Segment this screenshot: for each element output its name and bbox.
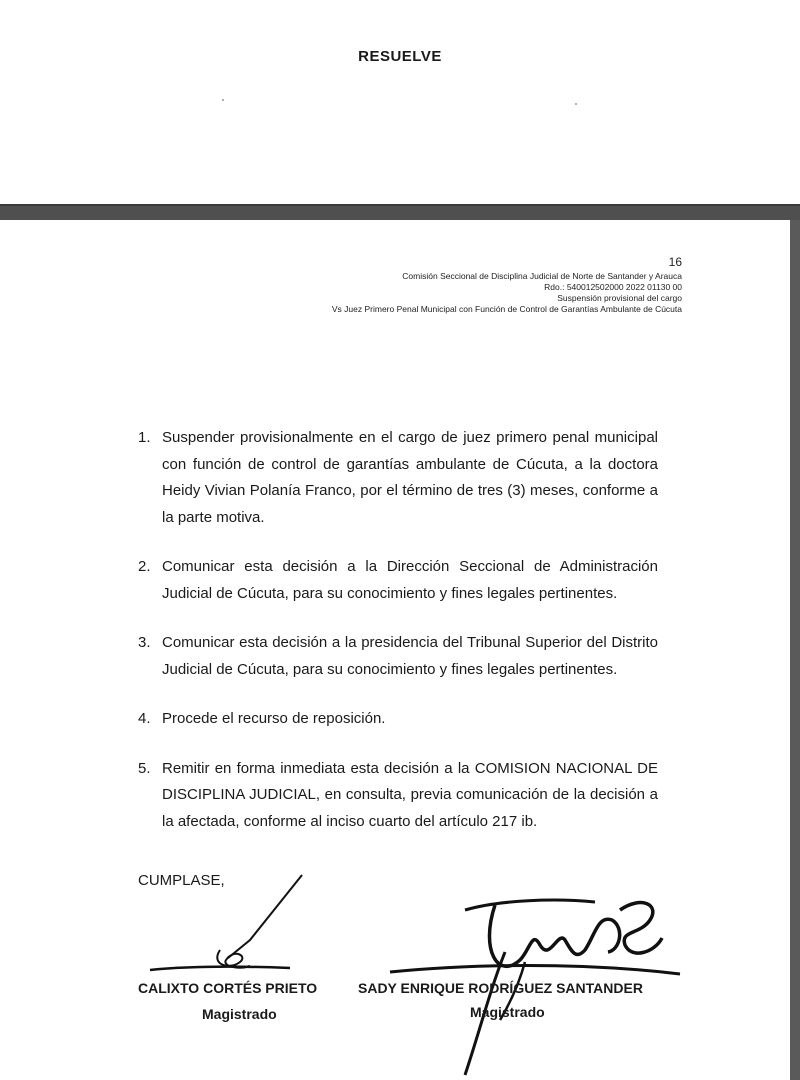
item-text: Suspender provisionalmente en el cargo de juez primero penal municipal con función de control de garantías ambulante de Cúcuta, a la doctora Heidy Vivian Polanía Franco, por el término de tres (3) meses, conforme a la parte motiva.	[162, 429, 658, 526]
item-number: 3.	[138, 634, 151, 651]
item-number: 5.	[138, 759, 151, 777]
signer-title-right: Magistrado	[470, 1004, 545, 1020]
signature-left	[130, 870, 330, 980]
running-header	[162, 255, 682, 315]
item-text: Remitir en forma inmediata esta decisión a la COMISION NACIONAL DE DISCIPLINA JUDICIAL, en consulta, previa comunicación de la decisión a la afectada, conforme al inciso cuarto del artículo 217 ib.	[162, 759, 658, 830]
page-number: 16	[668, 255, 682, 269]
header-radicado: Rdo.: 540012502000 2022 01130 00	[544, 282, 682, 292]
resolution-list	[138, 425, 658, 858]
signer-name-right: SADY ENRIQUE RODRÍGUEZ SANTANDER	[358, 980, 643, 996]
list-item	[138, 630, 658, 683]
closing-text: CUMPLASE,	[138, 872, 225, 889]
item-text: Procede el recurso de reposición.	[162, 710, 386, 727]
item-number: 1.	[138, 429, 151, 446]
header-subject: Suspensión provisional del cargo	[557, 293, 682, 303]
list-item	[138, 554, 658, 607]
item-number: 4.	[138, 710, 151, 727]
header-versus: Vs Juez Primero Penal Municipal con Función de Control de Garantías Ambulante de Cúcuta	[331, 304, 682, 314]
signer-name-left: CALIXTO CORTÉS PRIETO	[138, 980, 318, 996]
scan-speck	[222, 99, 224, 101]
item-number: 2.	[138, 558, 151, 575]
list-item	[138, 425, 658, 531]
list-item	[138, 756, 658, 836]
signer-title-left: Magistrado	[202, 1006, 277, 1022]
scan-speck	[575, 103, 577, 105]
resuelve-heading: RESUELVE	[358, 48, 442, 65]
item-text: Comunicar esta decisión a la Dirección Seccional de Administración Judicial de Cúcuta, para su conocimiento y fines legales pertinentes.	[162, 558, 658, 602]
item-text: Comunicar esta decisión a la presidencia del Tribunal Superior del Distrito Judicial de Cúcuta, para su conocimiento y fines legales pertinentes.	[162, 634, 658, 678]
header-commission: Comisión Seccional de Disciplina Judicial de Norte de Santander y Arauca	[402, 271, 682, 281]
previous-page-fragment	[0, 0, 800, 204]
list-item	[138, 706, 658, 733]
